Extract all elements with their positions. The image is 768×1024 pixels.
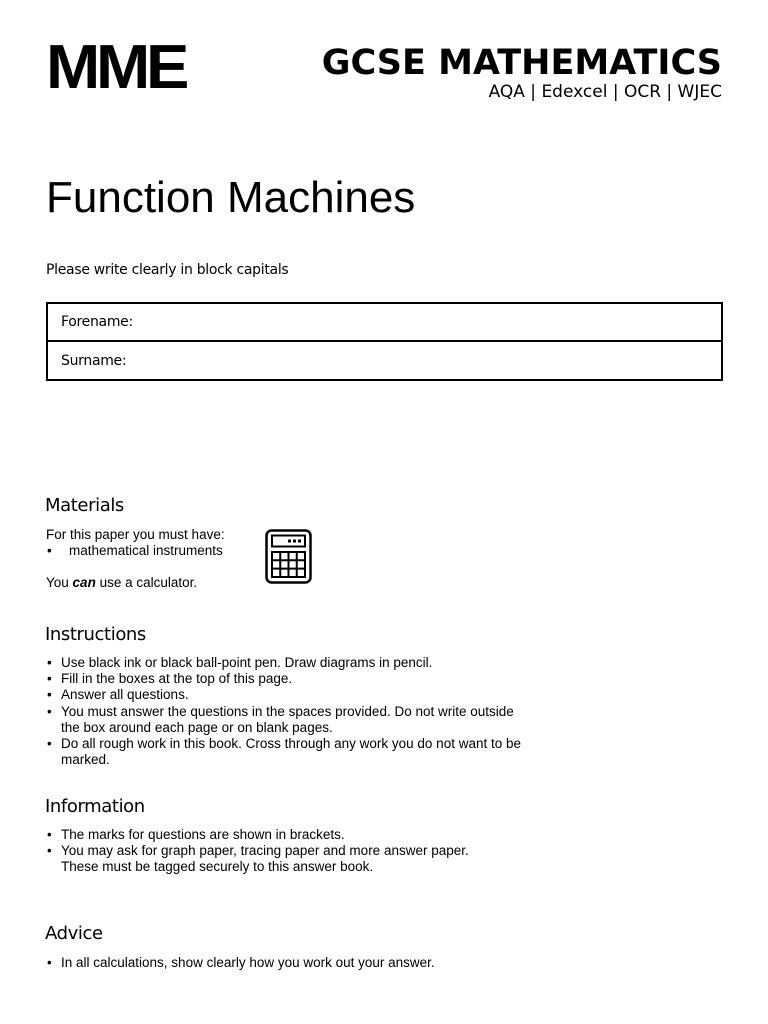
instruction-item: • Do all rough work in this book. Cross through any work you do not want to be marked. — [46, 736, 526, 768]
page-title: Function Machines — [46, 173, 416, 222]
advice-item: • In all calculations, show clearly how you work out your answer. — [46, 955, 526, 971]
instructions-list — [46, 655, 526, 768]
mme-logo: MME — [46, 33, 186, 102]
information-heading: Information — [45, 796, 145, 817]
instruction-item: • You must answer the questions in the spaces provided. Do not write outside the box around each page or on blank pages. — [46, 704, 526, 736]
materials-item: • mathematical instruments — [46, 543, 223, 559]
forename-row — [48, 304, 721, 342]
calculator-note-end: use a calculator. — [95, 575, 198, 590]
name-box — [46, 302, 723, 381]
instructions-heading: Instructions — [45, 624, 146, 645]
instruction-item: • Answer all questions. — [46, 687, 526, 703]
forename-label: Forename: — [61, 314, 133, 330]
calculator-note-emphasis: can — [72, 575, 96, 590]
information-item: • You may ask for graph paper, tracing paper and more answer paper. These must be tagged securely to this answer book. — [46, 843, 506, 875]
surname-field[interactable] — [132, 342, 721, 380]
materials-list — [46, 543, 223, 559]
subject-title: GCSE MATHEMATICS — [321, 43, 722, 83]
calculator-note-start: You — [46, 575, 73, 590]
advice-list — [46, 955, 526, 971]
materials-intro: For this paper you must have: — [46, 527, 225, 542]
calculator-icon — [265, 529, 312, 584]
information-list — [46, 827, 506, 876]
calculator-note — [46, 575, 197, 591]
advice-heading: Advice — [45, 923, 103, 944]
surname-label: Surname: — [61, 353, 127, 369]
block-capitals-note: Please write clearly in block capitals — [46, 262, 289, 278]
surname-row — [48, 342, 721, 380]
forename-field[interactable] — [139, 304, 721, 340]
materials-heading: Materials — [45, 495, 124, 516]
instruction-item: • Fill in the boxes at the top of this page. — [46, 671, 526, 687]
exam-boards: AQA | Edexcel | OCR | WJEC — [488, 82, 722, 102]
instruction-item: • Use black ink or black ball-point pen. Draw diagrams in pencil. — [46, 655, 526, 671]
information-item: • The marks for questions are shown in brackets. — [46, 827, 506, 843]
